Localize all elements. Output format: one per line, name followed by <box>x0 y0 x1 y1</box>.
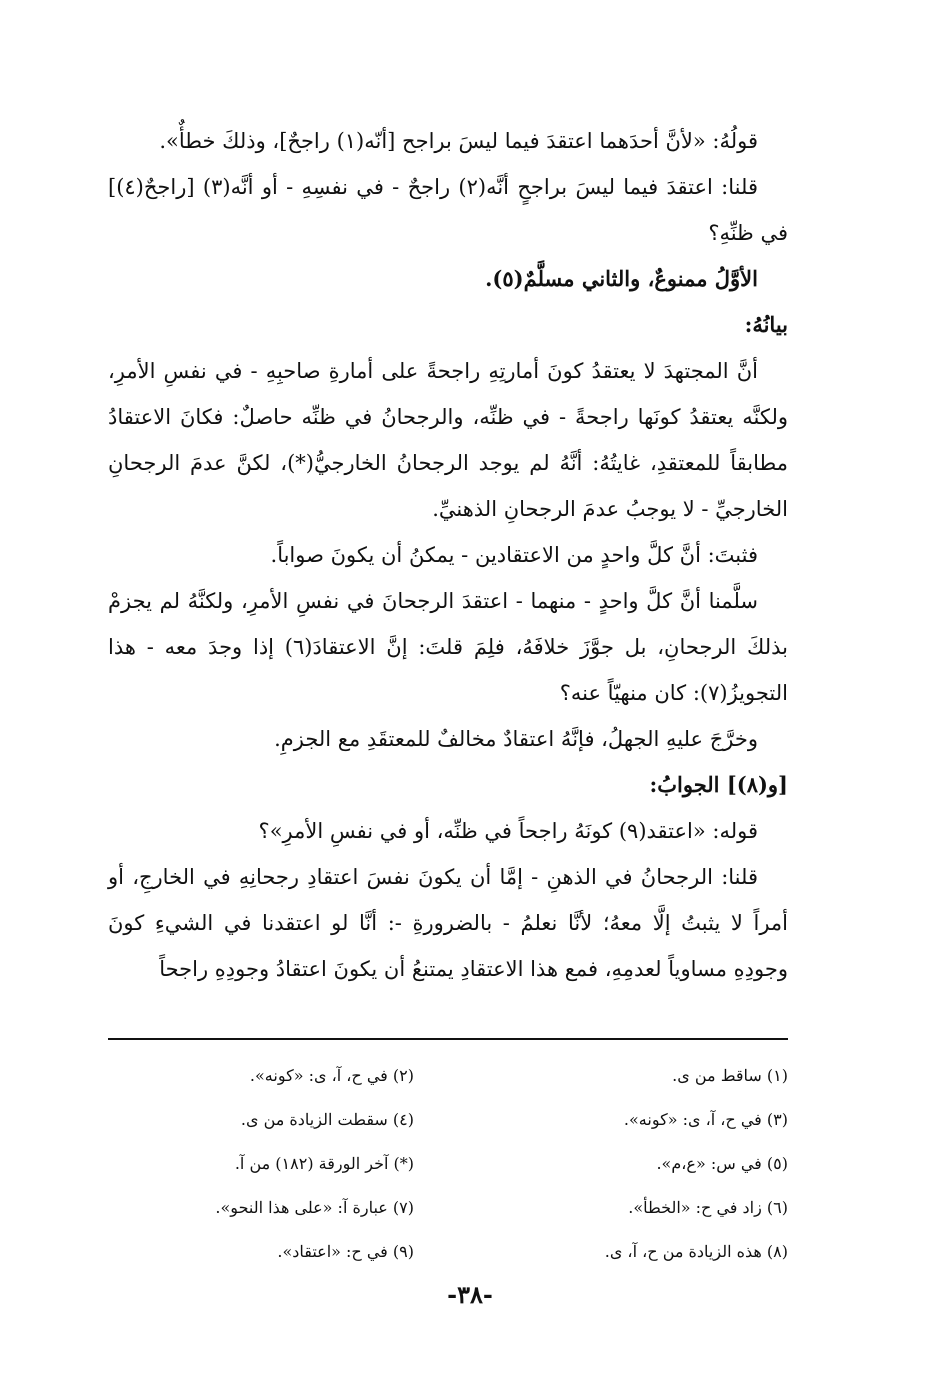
paragraph: أنَّ المجتهدَ لا يعتقدُ كونَ أمارتِهِ راجحةً على أمارةِ صاحبِهِ - في نفسِ الأمرِ، ولكنَّه يعتقدُ كونَها راجحةً - في ظنِّه، والرجحانُ في ظنِّه حاصلٌ: فكانَ الاعتقادُ مطابقاً للمعتقدِ، غايتُهُ: أنَّهُ لم يوجد الرجحانُ الخارجيُّ(*)، لكنَّ عدمَ الرجحانِ الخارجيِّ - لا يوجبُ عدمَ الرجحانِ الذهنيِّ. <box>108 359 788 521</box>
footnote: (٣) في ح، آ، ى: «كونه». <box>623 1110 788 1129</box>
paragraph: وخرَّجَ عليهِ الجهلُ، فإنَّهُ اعتقادٌ مخالفٌ للمعتقَدِ مع الجزمِ. <box>274 727 758 751</box>
paragraph: قوله: «اعتقد(٩) كونَهُ راجحاً في ظنِّه، أو في نفسِ الأمرِ»؟ <box>258 819 758 843</box>
section-heading: [و(٨)] الجوابُ: <box>649 772 788 797</box>
footnote: (٥) في س: «ع،م». <box>656 1154 788 1173</box>
footnote: (٧) عبارة آ: «على هذا النحو». <box>215 1198 414 1217</box>
paragraph: سلَّمنا أنَّ كلَّ واحدٍ - منهما - اعتقدَ الرجحانَ في نفسِ الأمرِ، ولكنَّهُ لم يجزمْ بذلكَ الرجحانِ، بل جوَّزَ خلافَهُ، فلِمَ قلتَ: إنَّ الاعتقادَ(٦) إذا وجدَ معه - هذا التجويزُ(٧): كان منهيّاً عنه؟ <box>108 589 788 705</box>
footnote-divider <box>108 1038 788 1040</box>
paragraph: قولُهُ: «لأنَّ أحدَهما اعتقدَ فيما ليسَ براجح [أنّه(١) راجحٌ]، وذلكَ خطأٌ». <box>159 129 758 153</box>
footnote: (١) ساقط من ى. <box>672 1066 788 1085</box>
page-number: -٣٨- <box>447 1280 493 1309</box>
footnote: (٨) هذه الزيادة من ح، آ، ى. <box>604 1242 788 1261</box>
footnotes <box>108 1054 788 1274</box>
main-text <box>108 118 788 992</box>
footnote: (*) آخر الورقة (١٨٢) من آ. <box>234 1154 414 1173</box>
section-heading: بيانُهُ: <box>744 312 788 337</box>
footnote: (٩) في ح: «اعتقاد». <box>277 1242 414 1261</box>
footnote: (٦) زاد في ح: «الخطأ». <box>628 1198 788 1217</box>
footnote: (٤) سقطت الزيادة من ى. <box>240 1110 414 1129</box>
paragraph: قلنا: اعتقدَ فيما ليسَ براجحٍ أنَّه(٢) راجحٌ - في نفسِهِ - أو أنَّه(٣) [راجحٌ(٤)] في ظنِّهِ؟ <box>108 175 788 245</box>
paragraph: فثبتَ: أنَّ كلَّ واحدٍ من الاعتقادين - يمكنُ أن يكونَ صواباً. <box>270 543 758 567</box>
paragraph: قلنا: الرجحانُ في الذهنِ - إمَّا أن يكونَ نفسَ اعتقادِ رجحانِهِ في الخارجِ، أو أمراً لا يثبتُ إلَّا معهُ؛ لأنَّا نعلمُ - بالضرورةِ -: أنَّا لو اعتقدنا في الشيءِ كونَ وجودِهِ مساوياً لعدمِهِ، فمع هذا الاعتقادِ يمتنعُ أن يكونَ اعتقادُ وجودِهِ راجحاً <box>108 865 788 981</box>
document-page <box>108 118 788 1261</box>
paragraph-heading: الأوَّلُ ممنوعٌ، والثاني مسلَّمٌ(٥). <box>485 266 758 291</box>
footnote: (٢) في ح، آ، ى: «كونه». <box>249 1066 414 1085</box>
